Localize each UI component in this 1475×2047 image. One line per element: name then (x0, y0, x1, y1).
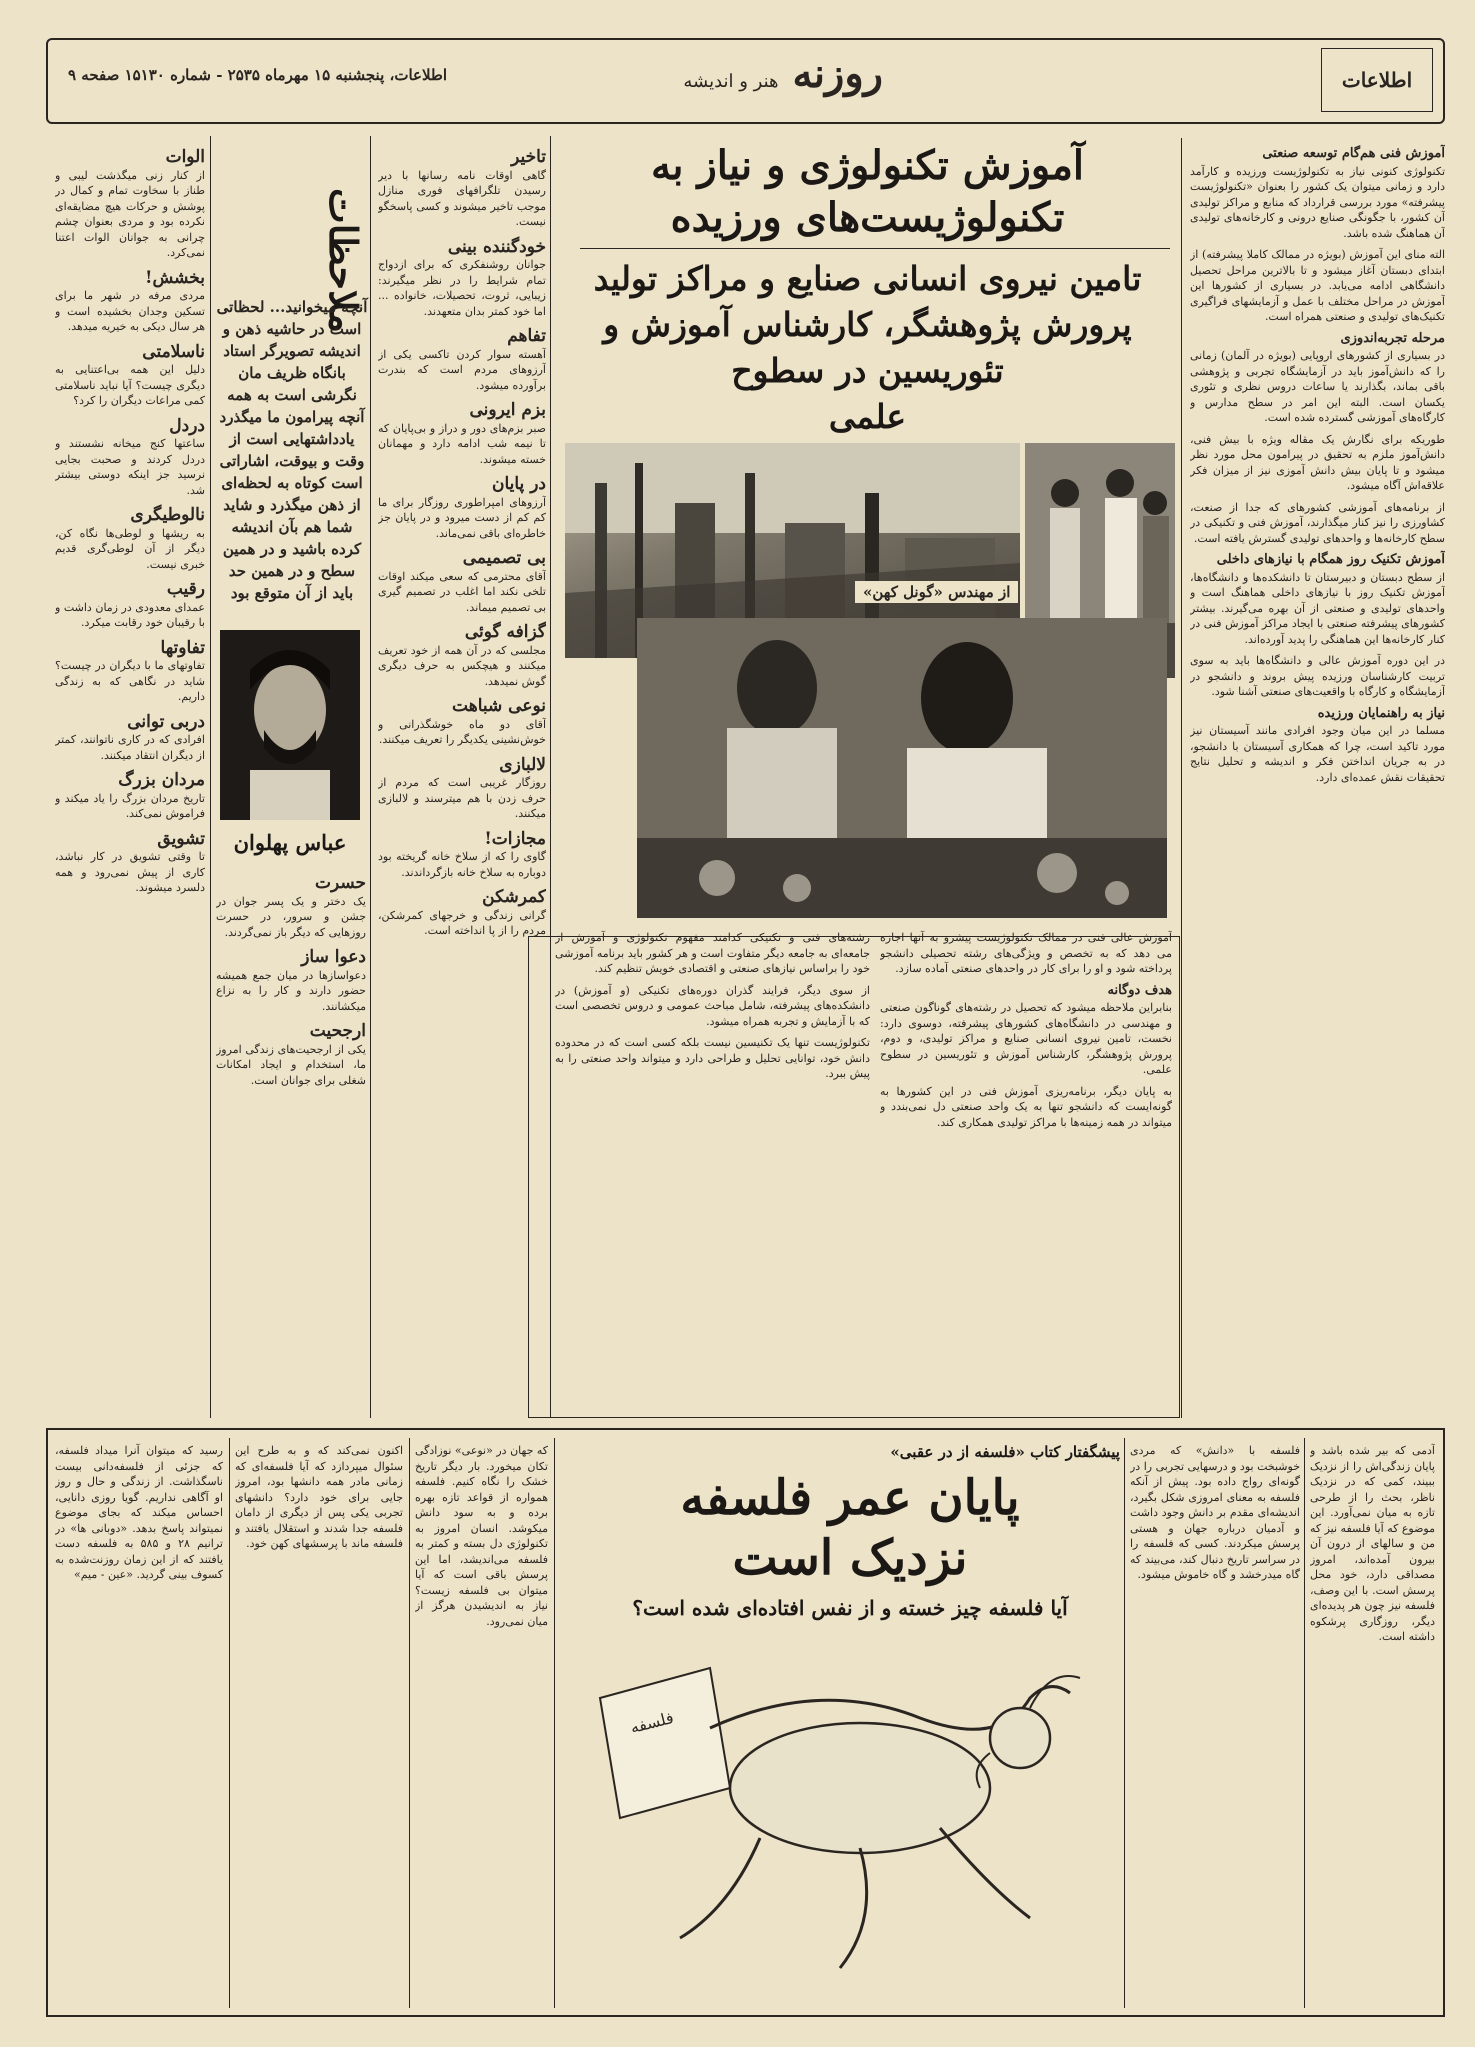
cartoon-paper-label: فلسفه (628, 1707, 676, 1738)
note-title: بخشش! (144, 267, 205, 288)
note-text: مردی مرفه در شهر ما برای تسکین وجدان بخشیده است و هر سال دیکی به خیریه میدهد. (55, 289, 205, 333)
paragraph: آموزش عالی فنی در ممالک تکنولوژیست پیشرو به آنها اجازه می دهد که به تخصص و ویژگی‌های رشته تحصیلی دانشجو پرداخته شود و او را برای کار در واحدهای صنعتی آماده سازد. (880, 931, 1172, 975)
paragraph: که جهان در «نوعی» نوزادگی تکان میخورد. بار دیگر تاریخ خشک را نگاه کنیم. فلسفه همواره از قواعد تازه بهره برده و به سود دانش میکوشد. انسان امروز به تکنولوژی دل بسته و کمتر به فلسفه می‌اندیشد، اما این پرسش باقی است که آیا میتوان بی فلسفه زیست؟ نیاز به اندیشیدن هرگز از میان نمی‌رود. (415, 1444, 548, 1628)
note-title: رقیب (166, 579, 205, 599)
bottom-column-b (1130, 1443, 1300, 2003)
note-text: روزگار غریبی است که مردم از حرف زدن با هم میترسند و لالبازی میکنند. (378, 776, 546, 820)
note-title: تشویق (157, 828, 205, 849)
note-title: ناسلامتی (142, 341, 205, 362)
paragraph: تکنولوژی کنونی نیاز به تکنولوژیست ورزیده و کارآمد دارد و زمانی میتوان یک کشور را بعنوان «تکنولوژیست پیشرفته» مورد بررسی قرارداد که منابع و مراکز تولیدی آن کشور، با جگونگی صنایع درونی و کارخانه‌های تولیدی آن هماهنگ شده باشد. (1190, 164, 1445, 240)
column-rule (554, 1438, 555, 2008)
headline-line: آموزش تکنولوژی و نیاز به (650, 142, 1085, 189)
bottom-column-c (415, 1443, 548, 2003)
paragraph: بنابراین ملاحظه میشود که تحصیل در رشته‌های گوناگون صنعتی و مهندسی در دانشگاه‌های کشورهای پیشرفته، دوسوی دارد: نخست، تامین نیروی انسانی صنایع و مراکز تولیدی، و دوم، پرورش پژوهشگر، کارشناس آموزش و تئوریسین در سطوح علمی. (880, 1001, 1172, 1076)
note-title: دربی توانی (127, 711, 205, 732)
sub-headline (560, 256, 1175, 440)
cartoon (560, 1638, 1115, 1998)
column-rule (409, 1438, 410, 2008)
bottom-headline (580, 1468, 1120, 1588)
lab-photo (637, 618, 1167, 918)
headline-line: علمی (828, 397, 907, 436)
headline-rule (580, 248, 1170, 249)
note-text: دعواسازها در میان جمع همیشه حضور دارند و کار را به نزاع میکشانند. (216, 968, 366, 1013)
note-text: آرزوهای امپراطوری روزگار برای ما کم کم از دست میرود و در پایان جز خاطره‌ای باقی نمی‌ماند. (378, 495, 546, 540)
note-title: گزافه گوئی (464, 622, 546, 642)
note-title: در پایان (491, 474, 546, 494)
subheading: آموزش تکنیک روز همگام با نیازهای داخلی (1216, 552, 1445, 567)
column-rule (1304, 1438, 1305, 2008)
byline: از مهندس «گونل کهن» (855, 581, 1018, 603)
headline-line: تئوریسین در سطوح (731, 351, 1004, 390)
paragraph: رشته‌های فنی و تکنیکی کدامند مفهوم تکنولوژی و آموزش از جامعه‌ای به جامعه دیگر متفاوت است و هر کشور باید برنامه آموزشی خود را براساس نیازهای صنعتی و اقتصادی خویش تنظیم کند. (555, 931, 870, 975)
article-column-right (1190, 140, 1445, 1415)
note-title: لالبازی (499, 754, 546, 775)
note-text: عمدای معدودی در زمان داشت و با رقیبان خود رقابت میکرد. (55, 600, 205, 629)
sidebar-quote: آنچه میخوانید... لحظاتی است در حاشیه ذهن و اندیشه تصویرگر استاد بانگاه ظریف مان نگرشی است به همه آنچه پیرامون ما میگذرد یادداشتهایی است از وقت و بیوقت، اشاراتی است کوتاه به لحظه‌ای از ذهن میگذرد و شاید شما هم بآن اندیشه کرده باشید و در همین سطح و در همین حد باید از آن متوقع بود (216, 298, 368, 602)
headline-line: نزدیک است (732, 1530, 968, 1586)
note-text: آقای محترمی که سعی میکند اوقات تلخی نکند اما اغلب در تصمیم گیری بی تصمیم میماند. (378, 569, 546, 614)
subheading: مرحله تجربه‌اندوزی (1340, 330, 1445, 346)
note-title: خودگننده بینی (447, 236, 546, 257)
note-text: آهسته سوار کردن تاکسی یکی از آرزوهای مردم است که بندرت برآورده میشود. (378, 347, 546, 392)
note-text: آقای دو ماه خوشگذرانی و خوش‌نشینی یکدیگر را تعریف میکنند. (378, 717, 546, 746)
note-title: حسرت (314, 873, 366, 893)
note-text: دلیل این همه بی‌اعتنایی به دیگری چیست؟ آیا نباید ناسلامتی کمی مراعات دیگران را کرد؟ (55, 363, 205, 407)
bottom-subhead: آیا فلسفه چیز خسته و از نفس افتاده‌ای شده است؟ (632, 1596, 1068, 1620)
note-text: به ریشها و لوطی‌ها نگاه کن، دیگر از آن لوطی‌گری قدیم خبری نیست. (55, 526, 205, 571)
paragraph: تکنولوژیست تنها یک تکنیسین نیست بلکه کسی است که در محدوده دانش خود، توانایی تحلیل و طراحی دارد و میتواند واحد صنعتی را به پیش ببرد. (555, 1036, 870, 1080)
column-rule (370, 136, 371, 1418)
note-text: تفاوتهای ما با دیگران در چیست؟ شاید در نگاهی که به زندگی داریم. (55, 659, 205, 703)
paragraph: طوریکه برای نگارش یک مقاله ویژه با بیش فنی، دانش‌آموز ملزم به تحقیق در پیرامون محل مورد نظر میشود و تا پایان بیش دانش آموزی نیز از میزان فکر علاقه‌اش آگاه میشود. (1190, 432, 1445, 492)
note-title: الوات (165, 147, 205, 167)
headline-line: پایان عمر فلسفه (680, 1470, 1020, 1526)
paragraph: از سطح دبستان و دبیرستان تا دانشکده‌ها و دانشگاه‌ها، آموزش تکنیک روز با نیازهای داخلی هماهنگ است و واحدهای تولیدی و صنعتی از آن بهره می‌گیرند. بیشتر کشورهای پیشرفته صنعتی با ایجاد مراکز آموزش فنی در کنار کارخانه‌ها این هماهنگی را پدید آورده‌اند. (1190, 570, 1445, 646)
note-title: مجازات! (484, 828, 546, 849)
note-text: گاوی را که از سلاخ خانه گریخته بود دوباره به سلاخ خانه بازگرداندند. (378, 850, 546, 879)
note-text: از کنار زنی میگذشت لیبی و طناز با سخاوت تمام و کمال در پوشش و حرکات هیچ مضایقه‌ای نکرده بود و مردی بعنوان چشم چرانی به جوانان الوات اعتنا نمی‌کرد. (55, 168, 205, 259)
paragraph: مسلما در این میان وجود افرادی مانند آسیستان نیز مورد تاکید است، چرا که همکاری آسیستان با دانشجو، در به جریان انداختن فکر و اندیشه و تحلیل نتایج تحقیقات نقش عمده‌ای دارد. (1190, 724, 1445, 784)
column-rule (229, 1438, 230, 2008)
masthead-bar (46, 38, 1445, 124)
note-text: تا وقتی تشویق در کار نباشد، کاری از پیش نمی‌رود و همه دلسرد میشوند. (55, 850, 205, 894)
column-rule (210, 136, 211, 1418)
paragraph: رسید که میتوان آنرا میداد فلسفه، که جزئی از فلسفه‌دانی بیست ناسگذاشت. از زندگی و حال و روز او آگاهی نداریم. گویا روزی دانایی، احساس میکند که بجای موضوع نمیتواند پاسخ بدهد. «دوبانی ها» در ترانیم ۲۸ و ۵۸۵ به فلسفه دست یافتند که از این زمان روزنت‌شده به کسوف بینی گردید. «عین - میم» (55, 1444, 223, 1581)
note-title: نوعی شباهت (452, 696, 546, 716)
author-portrait (220, 630, 360, 820)
masthead-subtitle: هنر و اندیشه (683, 71, 779, 92)
sidebar-title: ملاحظات (321, 188, 366, 334)
note-title: مردان بزرگ (118, 770, 205, 790)
column-rule (1124, 1438, 1125, 2008)
paragraph: اکنون نمی‌کند که و به طرح این سئوال میپردازد که آیا فلسفه‌ای که زمانی مادر همه دانشها بود، امروز جایی برای خود دارد؟ دانشهای تجربی یکی پس از دیگری از دامان فلسفه جدا شدند و استقلال یافتند و فلسفه ماند با پرسشهای کهن خود. (235, 1444, 403, 1550)
note-title: کمرشکن (482, 887, 546, 907)
headline-line: تامین نیروی انسانی صنایع و مراکز تولید (593, 259, 1142, 298)
newspaper-page (20, 18, 1455, 2028)
paragraph: الته منای این آموزش (بویژه در ممالک کاملا پیشرفته) از ابتدای دبستان آغاز میشود و تا بالاترین مراحل تحصیل دانشگاهی ادامه می‌یابد. در بسیاری از کشورها این آموزش در مراحل مختلف با عمل و آزمایشهای فراگیری تکنیک‌های تولیدی و صنعتی همراه است. (1190, 248, 1445, 323)
note-text: مجلسی که در آن همه از خود تعریف میکنند و هیچکس به حرف دیگری گوش نمیدهد. (378, 643, 546, 688)
notes-column-left (55, 140, 205, 1415)
note-text: یکی از ارجحیت‌های زندگی امروز ما، استخدام و ایجاد امکانات شغلی برای جوانان است. (216, 1042, 366, 1087)
note-text: تاریخ مردان بزرگ را یاد میکند و فراموش نمی‌کند. (55, 791, 205, 820)
note-title: تاخیر (511, 147, 546, 167)
bottom-column-d (235, 1443, 403, 2003)
note-text: جوانان روشنفکری که برای ازدواج تمام شرایط را در نظر میگیرند: زیبایی، ثروت، تحصیلات، خانواده ... اما خود کمتر بدان متعهدند. (378, 258, 546, 318)
subheading: آموزش فنی هم‌گام توسعه صنعتی (1262, 146, 1445, 161)
masthead-title: روزنه (792, 50, 883, 97)
paragraph: از برنامه‌های آموزشی کشورهای که جدا از صنعت، کشاورزی را نیز کنار میگذارند، آموزش فنی و تکنیکی در سطح کارخانه‌ها و واحدهای تولیدی گسترش یافته است. (1190, 500, 1445, 545)
note-title: بی تصمیمی (462, 548, 546, 568)
paragraph: به پایان دیگر، برنامه‌ریزی آموزش فنی در این کشورها به گونه‌ایست که دانشجو تنها به یک واحد صنعتی دل نمی‌بندد و میتواند در همه زمینه‌ها با مراکز تولیدی همکاری کند. (880, 1084, 1172, 1129)
note-title: تفاهم (507, 326, 546, 346)
paragraph: در بسیاری از کشورهای اروپایی (بویژه در آلمان) زمانی را که دانش‌آموز باید در آزمایشگاه تجربی و پژوهشی باقی بماند، بگذارند یا ساعات دروس نظری و تئوری یکسان است. البته این امر در سطح مدارس و کارگاه‌های آموزشی گسترده شده است. (1190, 349, 1445, 424)
paragraph: از سوی دیگر، فرایند گذران دوره‌های تکنیکی (و آموزش) در دانشکده‌های پیشرفته، شامل مباحث عمومی و دروس تخصصی است که با آزمایش و تجربه همراه میشود. (555, 983, 870, 1028)
paragraph: آدمی که بیر شده باشد و پایان زندگی‌اش را از نزدیک ببیند، کمی که در نزدیک ناظر، بحث را از طرحی تازه به میان نمی‌آورد. این موضوع که آیا فلسفه نیز که من و سالهای از درون آن بیرون آمده‌اند، امروز مصداقی دارد، خود محل پرسش است. با این وصف، فلسفه نیز چون هر پدیده‌ای دیگر، روزگاری پرشکوه داشته است. (1310, 1444, 1435, 1643)
cartoon-illustration (560, 1638, 1115, 1998)
paragraph: در این دوره آموزش عالی و دانشگاه‌ها باید به سوی تربیت کارشناسان ورزیده پیش بروند و دانشجو در آزمایشگاه و کارگاه با واقعیت‌های صنعتی آشنا شود. (1190, 654, 1445, 698)
note-text: گرانی زندگی و خرجهای کمرشکن، مردم را از پا انداخته است. (378, 908, 546, 937)
section-masthead (683, 50, 883, 97)
note-title: دردل (169, 415, 205, 436)
note-text: صبر بزم‌های دور و دراز و بی‌پایان که تا نیمه شب ادامه دارد و مهمانان خسته میشوند. (378, 421, 546, 466)
bottom-kicker: پیشگفتار کتاب «فلسفه از در عقبی» (890, 1443, 1120, 1461)
bottom-column-a (1310, 1443, 1435, 2003)
notes-column-2 (216, 866, 366, 1414)
newspaper-logo: اطلاعات (1321, 48, 1433, 112)
note-title: ارجحیت (309, 1021, 366, 1041)
main-headline (560, 140, 1175, 244)
column-rule (1181, 138, 1182, 1418)
paragraph: فلسفه با «دانش» که مردی خوشبخت بود و درسهایی تجربی را در گونه‌ای رواج داده بود. پیش از آنکه فلسفه به معنای امروزی شکل بگیرد، اندیشه‌ای مقدم بر دانش وجود داشت و آدمیان درباره جهان و هستی پرسش میکردند. کسی که فلسفه را در سراسر تاریخ دنبال کند، می‌بیند که گاه میدرخشد و گاه خاموش میشود. (1130, 1444, 1300, 1581)
note-text: افرادی که در کاری ناتوانند، کمتر از دیگران انتقاد میکنند. (55, 733, 205, 762)
note-text: ساعتها کنج میخانه نشستند و دردل کردند و صحبت بجایی نرسید جز اینکه دوستی بیشتر شد. (55, 437, 205, 497)
portrait-illustration (220, 630, 360, 820)
notes-column (378, 140, 546, 1415)
note-title: نالوطیگری (130, 505, 205, 525)
note-text: گاهی اوقات نامه رسانها با دیر رسیدن تلگرافهای فوری منازل موجب تاخیر میشوند و کسی پاسخگو نیست. (378, 168, 546, 228)
note-title: بزم ایرونی (469, 400, 546, 420)
author-name: عباس پهلوان (233, 830, 347, 855)
bottom-column-e (55, 1443, 223, 2003)
headline-line: پرورش پژوهشگر، کارشناس آموزش و (603, 305, 1132, 344)
note-title: تفاوتها (160, 637, 205, 658)
note-title: دعوا ساز (301, 947, 366, 967)
article-box (528, 936, 1180, 1418)
note-text: یک دختر و یک پسر جوان در جشن و سرور، در حسرت روزهایی که دیگر باز نمی‌گردند. (216, 894, 366, 939)
issue-info: اطلاعات، پنجشنبه ۱۵ مهرماه ۲۵۳۵ - شماره ۱۵۱۳۰ صفحه ۹ (68, 66, 448, 84)
subheading: نیاز به راهنمایان ورزیده (1317, 705, 1445, 721)
lab-illustration (637, 618, 1167, 918)
subheading: هدف دوگانه (1107, 982, 1172, 998)
headline-line: تکنولوژیست‌های ورزیده (670, 194, 1065, 241)
